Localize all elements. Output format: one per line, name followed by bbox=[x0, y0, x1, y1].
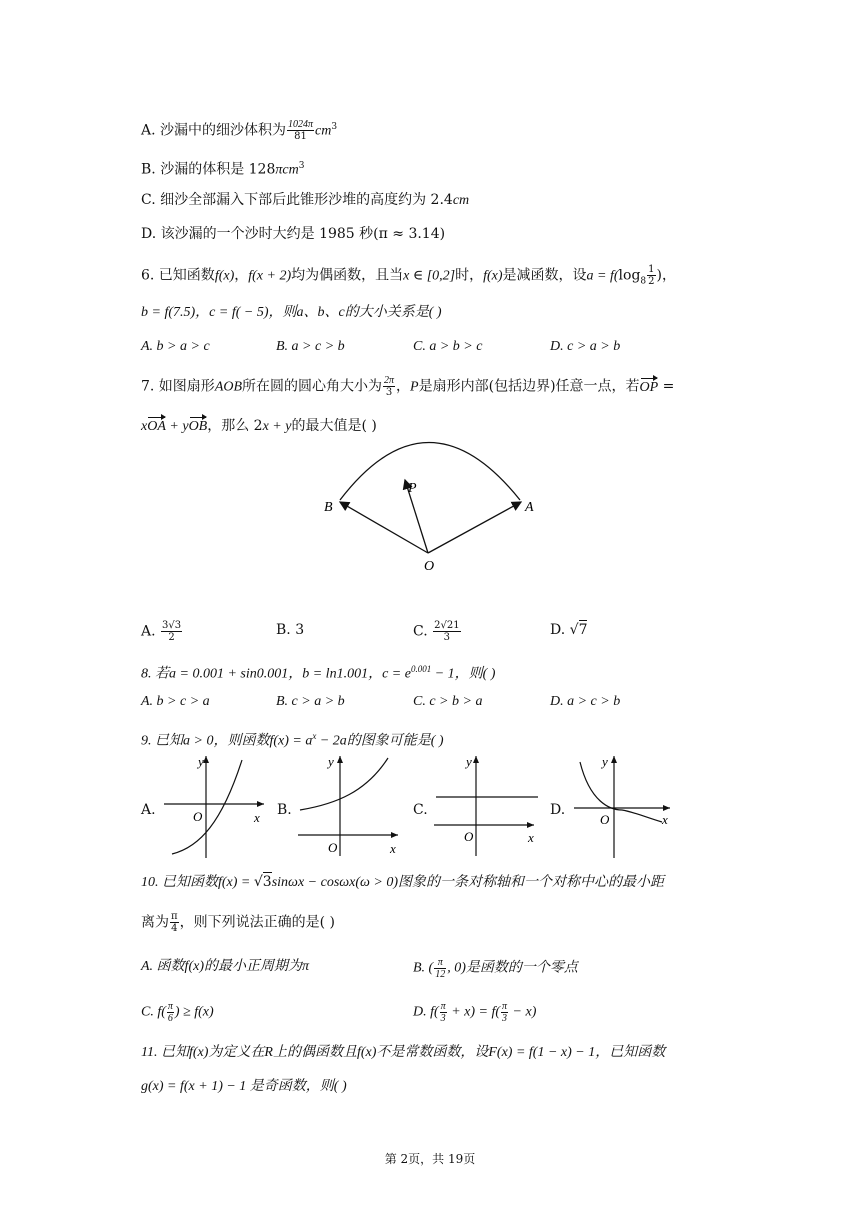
q9-option-d-label: D. bbox=[550, 802, 566, 818]
q10-option-b: B. ( $\frac{\pi}{12}$ , 0)是函数的一个零点 bbox=[413, 957, 578, 980]
svg-text:y: y bbox=[466, 754, 472, 769]
svg-text:x: x bbox=[390, 841, 396, 856]
q9-graph-d bbox=[570, 752, 678, 860]
svg-text:O: O bbox=[464, 829, 474, 844]
sector-arc bbox=[340, 443, 520, 501]
svg-text:y: y bbox=[198, 754, 204, 769]
sector-figure bbox=[318, 440, 548, 575]
q7-option-a: A. $\frac{3√3}{2}$ bbox=[141, 620, 182, 643]
label-o: O bbox=[424, 559, 435, 574]
vector-oa bbox=[428, 502, 521, 553]
q9-option-c-label: C. bbox=[413, 802, 428, 818]
fraction: $\frac{1}{2}$ bbox=[648, 264, 655, 287]
q10-stem-line2: 离为 $\frac{\pi}{4}$ ，则下列说法正确的是( ) bbox=[141, 911, 335, 934]
q10-option-c: C. f( $\frac{\pi}{6}$ ) ≥ f(x) bbox=[141, 1001, 214, 1024]
svg-text:O: O bbox=[328, 840, 338, 855]
svg-text:y: y bbox=[602, 754, 608, 769]
q11-stem-line1: 11. 已知f(x)为定义在R上的偶函数且f(x)不是常数函数，设F(x) = f(1 − x) − 1，已知函数 bbox=[141, 1045, 666, 1060]
q11-stem-line2: g(x) = f(x + 1) − 1 是奇函数，则( ) bbox=[141, 1079, 347, 1094]
q5-option-b: B. 沙漏的体积是 128πcm$^3$ bbox=[141, 161, 305, 178]
svg-text:x: x bbox=[662, 812, 668, 827]
fraction: $\frac{\pi}{3}$ bbox=[440, 1001, 446, 1024]
svg-text:O: O bbox=[600, 812, 610, 827]
q9-stem: 9. 已知a > 0，则函数$f(x) = a^x - 2a$的图象可能是( ) bbox=[141, 731, 444, 749]
q6-option-b: B. a > c > b bbox=[276, 339, 345, 354]
curve-a bbox=[172, 760, 242, 854]
page-footer: 第 2页，共 19页 bbox=[384, 1152, 476, 1166]
q8-stem: 8. 若a = 0.001 + sin0.001，b = ln1.001，$c = e^{0.001} - 1$，则( ) bbox=[141, 664, 496, 682]
label-a: A bbox=[525, 500, 534, 515]
svg-text:O: O bbox=[193, 809, 203, 824]
fraction: $\frac{\pi}{12}$ bbox=[435, 957, 446, 980]
fraction: $\frac{1024\pi}{81}$ bbox=[288, 119, 314, 143]
q9-option-b-label: B. bbox=[277, 802, 292, 818]
fraction: $\frac{2\pi}{3}$ bbox=[384, 375, 395, 398]
svg-text:y: y bbox=[328, 754, 334, 769]
q9-graph-a bbox=[160, 752, 268, 860]
q8-option-a: A. b > c > a bbox=[141, 694, 210, 709]
q9-graph-c bbox=[430, 752, 542, 860]
q5-option-d: D. 该沙漏的一个沙时大约是 1985 秒(π ≈ 3.14) bbox=[141, 226, 446, 242]
q6-stem-line1: 6. 已知函数f(x)，f(x + 2)均为偶函数，且当x ∈ [0,2]时，f(x)是减函数，设$a = f(\log_8$ $\frac{1}{2}$ )， bbox=[141, 264, 676, 287]
q9-graph-b bbox=[296, 752, 404, 860]
q10-option-d: D. f( $\frac{\pi}{3}$ + x) = f( $\frac{\pi}{3}$ − x) bbox=[413, 1001, 537, 1024]
svg-text:x: x bbox=[254, 810, 260, 825]
fraction: $\frac{\pi}{6}$ bbox=[167, 1001, 173, 1024]
q6-option-c: C. a > b > c bbox=[413, 339, 483, 354]
curve-d bbox=[580, 762, 662, 822]
q8-option-c: C. c > b > a bbox=[413, 694, 483, 709]
q10-stem-line1: 10. 已知函数f(x) = √3sinωx − cosωx(ω > 0)图象的一条对称轴和一个对称中心的最小距 bbox=[141, 874, 665, 890]
label-p: P bbox=[408, 481, 417, 496]
q7-stem-line1: 7. 如图扇形AOB所在圆的圆心角大小为 $\frac{2\pi}{3}$ ，P是扇形内部(包括边界)任意一点，若OP = bbox=[141, 375, 675, 398]
q8-option-d: D. a > c > b bbox=[550, 694, 621, 709]
q6-option-a: A. b > a > c bbox=[141, 339, 210, 354]
q7-stem-line2: xOA + yOB，那么 2x + y的最大值是( ) bbox=[141, 416, 377, 437]
label-b: B bbox=[324, 500, 333, 515]
q6-stem-line2: b = f(7.5)，c = f( − 5)，则a、b、c的大小关系是( ) bbox=[141, 305, 442, 320]
curve-b bbox=[300, 758, 388, 810]
q10-option-a: A. 函数f(x)的最小正周期为π bbox=[141, 959, 309, 974]
fraction: $\frac{\pi}{3}$ bbox=[502, 1001, 508, 1024]
q7-option-c: C. $\frac{2√21}{3}$ bbox=[413, 620, 460, 643]
q7-option-d: D. √7 bbox=[550, 622, 588, 638]
q5-option-c: C. 细沙全部漏入下部后此锥形沙堆的高度约为 2.4cm bbox=[141, 192, 470, 208]
fraction: $\frac{2√21}{3}$ bbox=[434, 620, 460, 643]
q9-option-a-label: A. bbox=[141, 802, 156, 818]
q7-option-b: B. 3 bbox=[276, 622, 305, 638]
fraction: $\frac{3√3}{2}$ bbox=[162, 620, 182, 643]
fraction: $\frac{\pi}{4}$ bbox=[171, 911, 178, 934]
q8-option-b: B. c > a > b bbox=[276, 694, 345, 709]
q5-option-a: A. 沙漏中的细沙体积为 $\frac{1024\pi}{81}$ $cm^3$ bbox=[141, 119, 338, 143]
svg-text:x: x bbox=[528, 830, 534, 845]
q6-option-d: D. c > a > b bbox=[550, 339, 621, 354]
